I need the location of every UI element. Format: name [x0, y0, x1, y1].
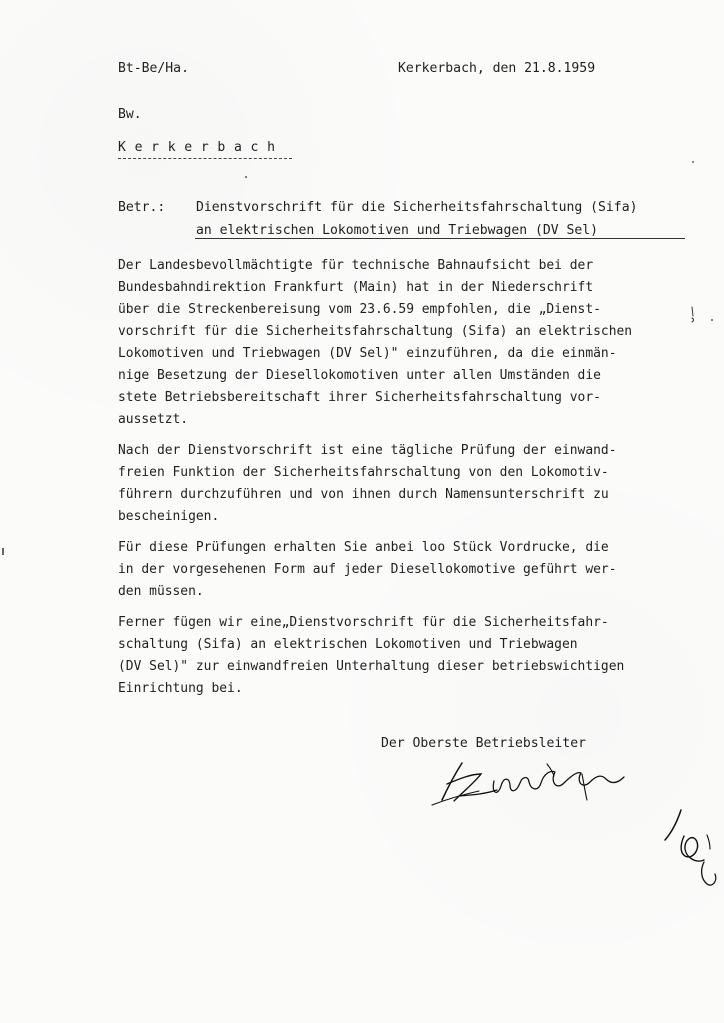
handwritten-margin-note	[662, 809, 724, 891]
paper-speck	[711, 319, 713, 321]
body-line-13: Für diese Prüfungen erhalten Sie anbei loo Stück Vordrucke, die	[118, 540, 609, 555]
subject-prefix: Betr.:	[118, 200, 166, 215]
body-line-16: Ferner fügen wir eine„Dienstvorschrift für die Sicherheitsfahr-	[118, 615, 609, 630]
body-line-19: Einrichtung bei.	[118, 681, 243, 696]
body-line-10: freien Funktion der Sicherheitsfahrschaltung von den Lokomotiv-	[118, 465, 609, 480]
body-line-5: Lokomotiven und Triebwagen (DV Sel)" einzuführen, da die einmän-	[118, 346, 617, 361]
body-line-18: (DV Sel)" zur einwandfreien Unterhaltung dieser betriebswichtigen	[118, 659, 625, 674]
subject-line-1: Dienstvorschrift für die Sicherheitsfahrschaltung (Sifa)	[196, 200, 638, 215]
margin-mark	[689, 306, 697, 323]
paper-speck	[2, 548, 4, 555]
subject-underline	[195, 238, 685, 239]
body-line-15: den müssen.	[118, 584, 204, 599]
body-line-2: Bundesbahndirektion Frankfurt (Main) hat in der Niederschrift	[118, 280, 594, 295]
place-date: Kerkerbach, den 21.8.1959	[398, 61, 596, 76]
body-line-1: Der Landesbevollmächtigte für technische Bahnaufsicht bei der	[118, 258, 594, 273]
handwritten-signature	[431, 756, 631, 814]
body-line-12: bescheinigen.	[118, 509, 220, 524]
reference-code: Bt-Be/Ha.	[118, 61, 189, 76]
body-line-8: aussetzt.	[118, 412, 189, 427]
recipient-place: K e r k e r b a c h	[118, 140, 276, 155]
body-line-6: nige Besetzung der Diesellokomotiven unter allen Umständen die	[118, 368, 601, 383]
subject-line-2: an elektrischen Lokomotiven und Triebwagen (DV Sel)	[196, 223, 599, 238]
body-line-11: führern durchzuführen und von ihnen durch Namensunterschrift zu	[118, 487, 609, 502]
recipient-underline	[118, 158, 292, 159]
body-line-3: über die Streckenbereisung vom 23.6.59 empfohlen, die „Dienst-	[118, 302, 601, 317]
paper-speck	[245, 176, 247, 178]
body-line-9: Nach der Dienstvorschrift ist eine tägliche Prüfung der einwand-	[118, 443, 617, 458]
body-line-7: stete Betriebsbereitschaft ihrer Sicherheitsfahrschaltung vor-	[118, 390, 601, 405]
closing-title: Der Oberste Betriebsleiter	[381, 736, 586, 751]
body-line-14: in der vorgesehenen Form auf jeder Diesellokomotive geführt wer-	[118, 562, 617, 577]
body-line-17: schaltung (Sifa) an elektrischen Lokomotiven und Triebwagen	[118, 637, 578, 652]
recipient-short: Bw.	[118, 107, 142, 122]
paper-speck	[692, 161, 694, 163]
body-line-4: vorschrift für die Sicherheitsfahrschaltung (Sifa) an elektrischen	[118, 324, 633, 339]
